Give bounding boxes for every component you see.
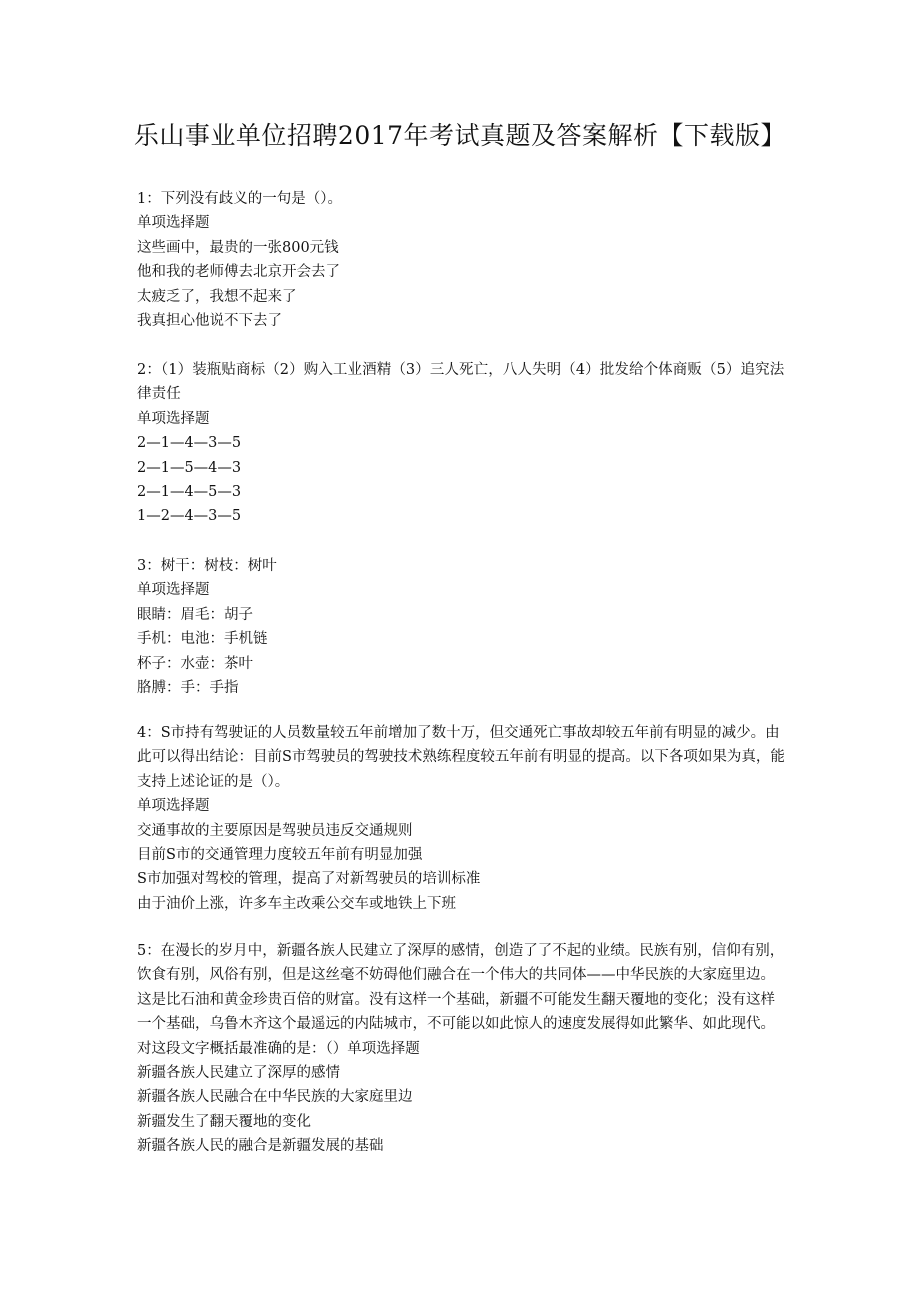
answer-option-b: 目前S市的交通管理力度较五年前有明显加强 [137, 847, 423, 864]
answer-option-d: 新疆各族人民的融合是新疆发展的基础 [137, 1138, 384, 1155]
answer-option-a: 2—1—4—3—5 [137, 435, 242, 452]
question-stem: 2：（1）装瓶贴商标（2）购入工业酒精（3）三人死亡，八人失明（4）批发给个体商贩（5）追究法律责任 [137, 362, 785, 403]
answer-option-d: 胳膊：手：手指 [137, 680, 239, 697]
question-type: 单项选择题 [137, 215, 210, 232]
answer-option-d: 1—2—4—3—5 [137, 508, 242, 525]
answer-option-c: 2—1—4—5—3 [137, 484, 242, 501]
answer-option-c: 新疆发生了翻天覆地的变化 [137, 1113, 311, 1130]
answer-option-b: 手机：电池：手机链 [137, 631, 268, 648]
answer-option-b: 2—1—5—4—3 [137, 459, 242, 476]
question-3 [137, 554, 787, 700]
question-stem: 1：下列没有歧义的一句是（）。 [137, 191, 342, 207]
answer-option-c: S市加强对驾校的管理，提高了对新驾驶员的培训标准 [137, 871, 481, 888]
answer-option-b: 新疆各族人民融合在中华民族的大家庭里边 [137, 1089, 413, 1106]
question-2 [137, 358, 787, 529]
document-title: 乐山事业单位招聘2017年考试真题及答案解析【下载版】 [133, 121, 787, 150]
answer-option-c: 太疲乏了，我想不起来了 [137, 288, 297, 305]
question-type: 单项选择题 [137, 798, 210, 815]
answer-option-c: 杯子：水壶：茶叶 [137, 655, 253, 672]
answer-option-a: 新疆各族人民建立了深厚的感情 [137, 1065, 340, 1082]
answer-option-a: 这些画中，最贵的一张800元钱 [137, 239, 339, 256]
answer-option-d: 我真担心他说不下去了 [137, 313, 282, 330]
question-type: 单项选择题 [137, 410, 210, 427]
question-stem: 4：S市持有驾驶证的人员数量较五年前增加了数十万，但交通死亡事故却较五年前有明显的减少。由此可以得出结论：目前S市驾驶员的驾驶技术熟练程度较五年前有明显的提高。以下各项如果为真，能支持上述论证的是（）。 [137, 725, 785, 790]
question-5 [137, 939, 787, 1159]
question-stem: 3：树干：树枝：树叶 [137, 558, 277, 574]
question-stem: 5：在漫长的岁月中，新疆各族人民建立了深厚的感情，创造了了不起的业绩。民族有别，信仰有别，饮食有别，风俗有别，但是这丝毫不妨碍他们融合在一个伟大的共同体——中华民族的大家庭里边。这是比石油和黄金珍贵百倍的财富。没有这样一个基础，新疆不可能发生翻天覆地的变化；没有这样一个基础，乌鲁木齐这个最遥远的内陆城市，不可能以如此惊人的速度发展得如此繁华、如此现代。对这段文字概括最准确的是：（）单项选择题 [137, 943, 785, 1057]
question-1 [137, 187, 787, 333]
answer-option-a: 交通事故的主要原因是驾驶员违反交通规则 [137, 822, 413, 839]
question-type: 单项选择题 [137, 582, 210, 599]
answer-option-a: 眼睛：眉毛：胡子 [137, 606, 253, 623]
answer-option-b: 他和我的老师傅去北京开会去了 [137, 264, 340, 281]
answer-option-d: 由于油价上涨，许多车主改乘公交车或地铁上下班 [137, 895, 456, 912]
question-4 [137, 721, 787, 916]
